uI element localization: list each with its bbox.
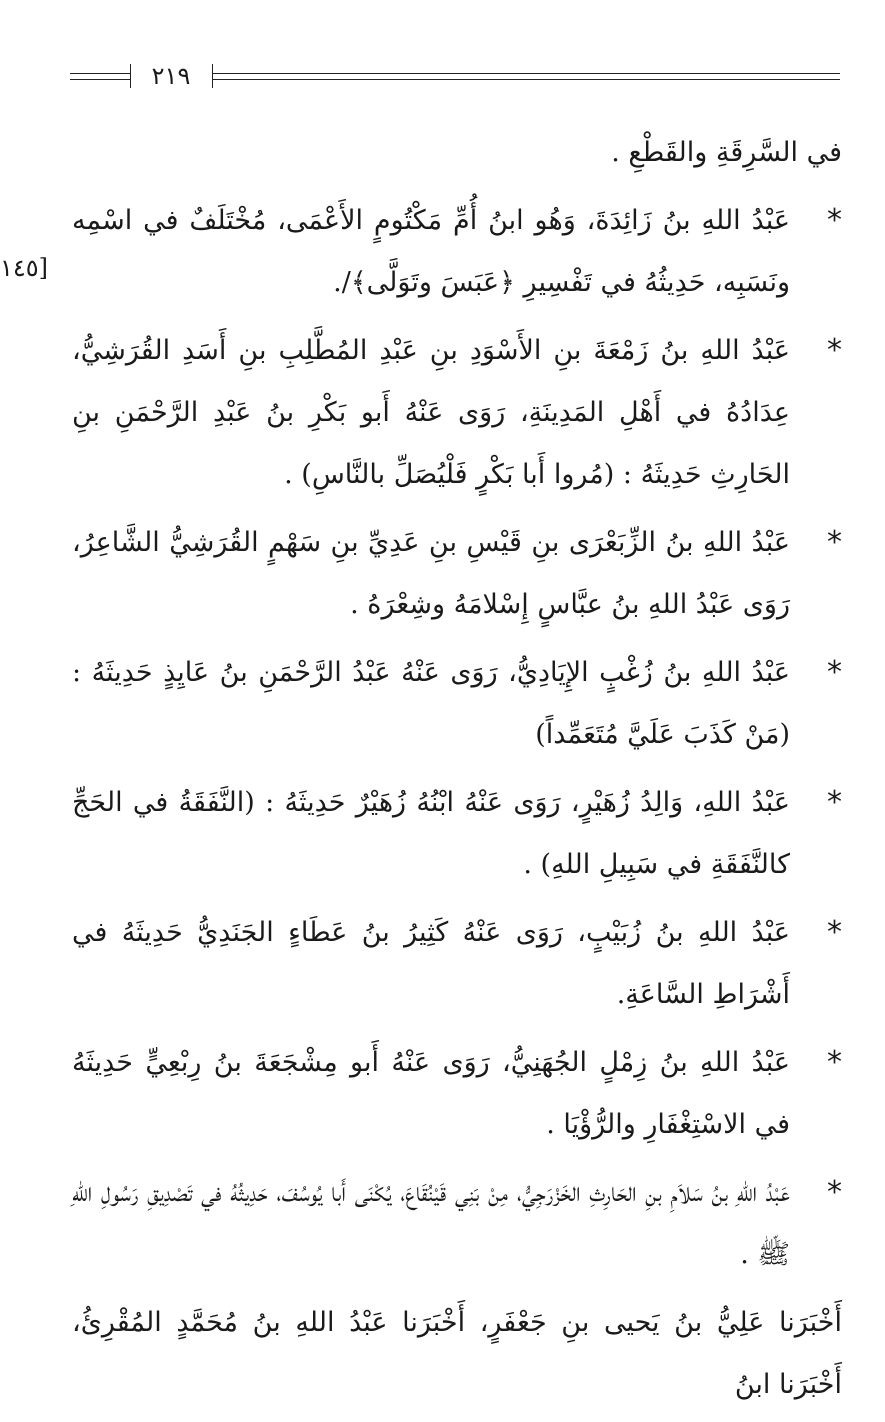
paragraph-text: أَخْبَرَنا عَلِيُّ بنُ يَحيى بنِ جَعْفَرٍ، أَخْبَرَنا عَبْدُ اللهِ بنُ مُحَمَّدٍ المُقْرِئُ، أَخْبَرَنا ابنُ (72, 1307, 842, 1400)
entry-paragraph (72, 1032, 842, 1156)
asterisk-icon: * (827, 1175, 842, 1210)
asterisk-icon: * (827, 785, 842, 820)
continuation-paragraph (72, 122, 842, 184)
entry-paragraph (72, 1162, 842, 1286)
paragraph-text: عَبْدُ اللهِ، وَالِدُ زُهَيْرٍ، رَوَى عَنْهُ ابْنُهُ زُهَيْرٌ حَدِيثَهُ : (النَّفَقَةُ في الحَجِّ كالنَّفَقَةِ في سَبِيلِ اللهِ) . (72, 787, 790, 880)
asterisk-icon: * (827, 203, 842, 238)
page-header (70, 60, 840, 94)
paragraph-text: عَبْدُ اللهِ بنُ الزِّبَعْرَى بنِ قَيْسِ بنِ عَدِيِّ بنِ سَهْمٍ القُرَشِيُّ الشَّاعِرُ، رَوَى عَبْدُ اللهِ بنُ عبَّاسٍ إِسْلامَهُ وشِعْرَهُ . (72, 527, 790, 620)
entry-paragraph (72, 512, 842, 636)
asterisk-icon: * (827, 915, 842, 950)
paragraph-text: عَبْدُ اللهِ بنُ زَائِدَةَ، وَهُو ابنُ أُمِّ مَكْتُومٍ الأَعْمَى، مُخْتَلَفٌ في اسْمِه ونَسَبِه، حَدِيثُهُ في تَفْسِيرِ ﴿عَبَسَ وتَوَلَّى﴾/. (72, 205, 790, 298)
page-body (72, 126, 842, 1422)
asterisk-icon: * (827, 525, 842, 560)
paragraph-text: عَبْدُ اللهِ بنُ زُغْبٍ الإِيَادِيُّ، رَوَى عَنْهُ عَبْدُ الرَّحْمَنِ بنُ عَايِذٍ حَدِيثَهُ : (مَنْ كَذَبَ عَلَيَّ مُتَعَمِّداً) (72, 657, 790, 750)
margin-page-reference: [١٤٥ (0, 254, 49, 282)
asterisk-icon: * (827, 655, 842, 690)
header-rule-right (212, 73, 840, 80)
entry-paragraph (72, 642, 842, 766)
closing-paragraph (72, 1292, 842, 1416)
asterisk-icon: * (827, 1045, 842, 1080)
header-rule-left (70, 73, 130, 80)
entry-paragraph (72, 320, 842, 506)
paragraph-text: عَبْدُ اللهِ بنُ زَمْعَةَ بنِ الأَسْوَدِ بنِ عَبْدِ المُطَّلِبِ بنِ أَسَدِ القُرَشِيُّ، عِدَادُهُ في أَهْلِ المَدِينَةِ، رَوَى عَنْهُ أَبو بَكْرِ بنُ عَبْدِ الرَّحْمَنِ بنِ الحَارِثِ حَدِيثَهُ : (مُروا أَبا بَكْرٍ فَلْيُصَلِّ بالنَّاسِ) . (72, 335, 790, 490)
paragraph-text: عَبْدُ اللهِ بنُ زِمْلٍ الجُهَنِيُّ، رَوَى عَنْهُ أَبو مِشْجَعَةَ بنُ رِبْعِيٍّ حَدِيثَهُ في الاسْتِغْفَارِ والرُّؤْيَا . (72, 1047, 790, 1140)
asterisk-icon: * (827, 333, 842, 368)
page-number: ٢١٩ (151, 62, 191, 90)
paragraph-text: في السَّرِقَةِ والقَطْعِ . (611, 137, 842, 168)
paragraph-text: عَبْدُ اللهِ بنُ سَلاَمِ بنِ الحَارِثِ الخَزْرَجِيُّ، مِنْ بَنِي قَيْنُقَاعَ، يُكْنَى أَبا يُوسُفَ، حَدِيثُهُ في تَصْدِيقِ رَسُولِ اللهِ ﷺ . (72, 1177, 790, 1270)
entry-paragraph (72, 902, 842, 1026)
paragraph-text: عَبْدُ اللهِ بنُ زُبَيْبٍ، رَوَى عَنْهُ كَثِيرُ بنُ عَطَاءٍ الجَنَدِيُّ حَدِيثَهُ في أَشْرَاطِ السَّاعَةِ. (72, 917, 790, 1010)
entry-paragraph (72, 190, 842, 314)
entry-paragraph (72, 772, 842, 896)
